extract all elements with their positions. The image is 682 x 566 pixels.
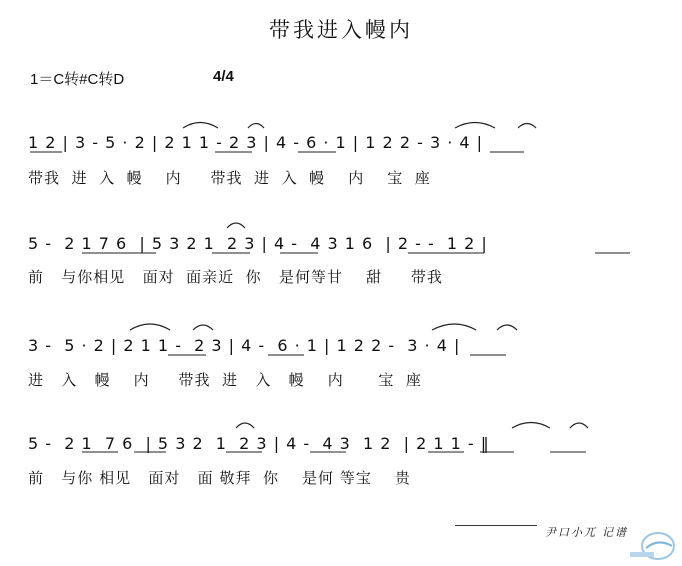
key-signature: 1＝C转#C转D [30,71,125,88]
credit-divider [455,525,537,526]
tie-mark [570,423,588,428]
lyric-line-3: 进 入 幔 内 带我 进 入 幔 内 宝 座 [28,371,422,389]
watermark-logo [628,530,676,562]
tie-mark [248,124,264,129]
lyric-line-4: 前 与你 相见 面对 面 敬拜 你 是何 等宝 贵 [28,469,411,487]
tie-mark [227,223,245,228]
tie-mark [236,423,254,428]
lyric-line-1: 带我 进 入 幔 内 带我 进 入 幔 内 宝 座 [28,169,431,187]
time-signature: 4/4 [213,68,234,85]
song-title: 带我进入幔内 [269,18,413,42]
tie-mark [497,325,517,330]
notation-line-3: 3 - 5 · 2 | 2 1 1 - 2 3 | 4 - 6 · 1 | 1 2 2 - 3 · 4 | [28,336,461,355]
notation-line-2: 5 - 2 1 7 6 | 5 3 2 1 2 3 | 4 - 4 3 1 6 | 2 - - 1 2 | [28,234,488,253]
tie-mark [455,123,495,129]
lyric-line-2: 前 与你相见 面对 面亲近 你 是何等甘 甜 带我 [28,268,443,286]
notation-line-4: 5 - 2 1 7 6 | 5 3 2 1 2 3 | 4 - 4 3 1 2 | 2 1 1 - ‖ [28,434,490,453]
tie-mark [193,325,213,330]
tie-mark [432,324,476,330]
tie-mark [183,123,218,129]
transcriber-credit: 尹口小兀 记谱 [545,527,629,539]
tie-mark [518,124,536,129]
tie-mark [130,324,170,330]
notation-line-1: 1 2 | 3 - 5 · 2 | 2 1 1 - 2 3 | 4 - 6 · 1 | 1 2 2 - 3 · 4 | [28,133,484,152]
tie-mark [512,423,550,429]
